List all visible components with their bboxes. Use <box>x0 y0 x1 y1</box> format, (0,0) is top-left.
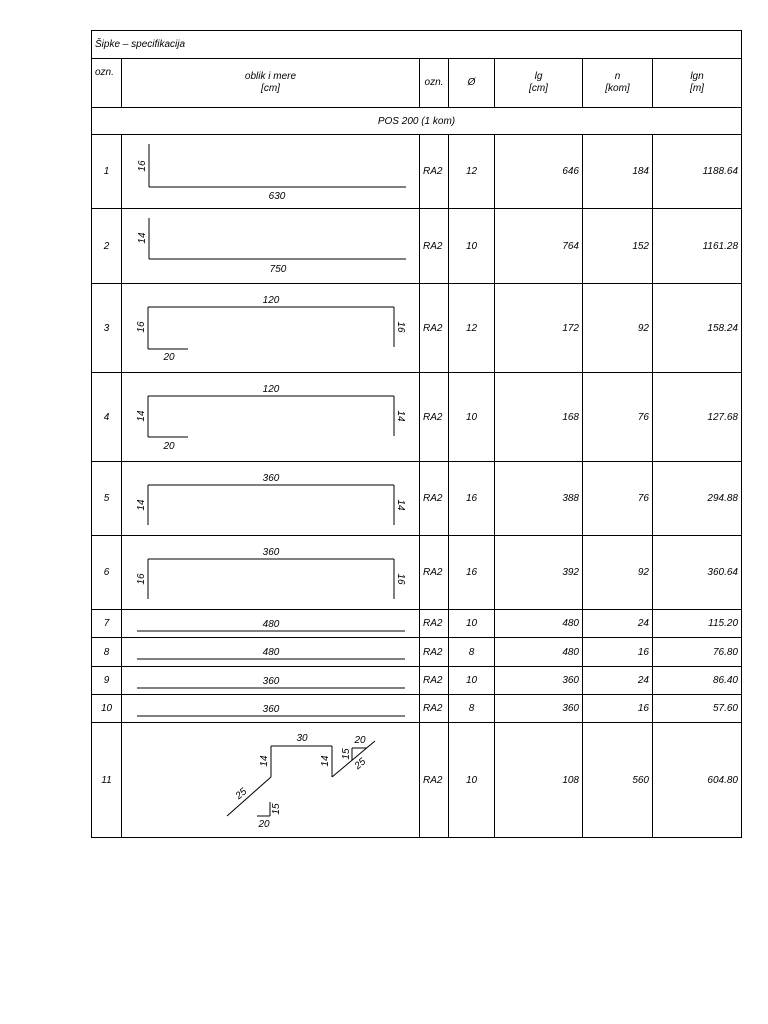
dim-label: 360 <box>262 675 280 687</box>
row-diameter: 10 <box>449 610 495 638</box>
row-diameter: 10 <box>449 373 495 462</box>
bar-specification-table <box>91 30 742 838</box>
bar-shape-drawing <box>122 537 418 609</box>
table-row <box>92 462 742 536</box>
table-row <box>92 723 742 838</box>
row-steel: RA2 <box>420 462 449 536</box>
table-row <box>92 209 742 284</box>
row-lgn: 604.80 <box>653 723 742 838</box>
header-diameter: Ø <box>449 59 495 108</box>
table-row <box>92 667 742 695</box>
row-diameter: 10 <box>449 209 495 284</box>
dim-label: 360 <box>262 546 280 558</box>
dim-label: 15 <box>341 747 352 760</box>
dim-label: 30 <box>296 732 308 744</box>
dim-label: 750 <box>269 263 287 275</box>
row-n: 16 <box>583 695 653 723</box>
dim-label: 120 <box>262 294 280 306</box>
dim-label: 20 <box>258 818 270 830</box>
row-n: 76 <box>583 373 653 462</box>
bar-shape-cell <box>122 209 420 284</box>
dim-label: 14 <box>259 754 270 767</box>
bar-shape-cell <box>122 667 420 695</box>
row-diameter: 8 <box>449 638 495 667</box>
row-lg: 360 <box>495 667 583 695</box>
dim-label: 20 <box>163 440 175 452</box>
dim-label: 25 <box>352 755 369 772</box>
dim-label: 15 <box>271 802 282 815</box>
table-row <box>92 695 742 723</box>
row-steel: RA2 <box>420 284 449 373</box>
bar-shape-cell <box>122 462 420 536</box>
dim-label: 16 <box>136 320 147 333</box>
shape-line <box>227 777 271 816</box>
header-n-line1: n <box>614 71 621 82</box>
table-row <box>92 536 742 610</box>
row-lg: 388 <box>495 462 583 536</box>
row-n: 24 <box>583 610 653 638</box>
table-row <box>92 373 742 462</box>
header-shape-line2: [cm] <box>261 83 280 94</box>
dim-label: 14 <box>136 498 147 511</box>
row-mark: 6 <box>92 536 122 610</box>
row-lg: 392 <box>495 536 583 610</box>
row-mark: 2 <box>92 209 122 284</box>
table-row <box>92 610 742 638</box>
header-row <box>92 59 742 108</box>
header-lgn-line1: lgn <box>690 71 704 82</box>
header-n <box>583 59 653 108</box>
row-steel: RA2 <box>420 638 449 667</box>
dim-label: 480 <box>262 618 280 630</box>
row-lg: 172 <box>495 284 583 373</box>
row-mark: 9 <box>92 667 122 695</box>
dim-label: 14 <box>320 754 331 767</box>
row-lg: 480 <box>495 638 583 667</box>
row-lgn: 294.88 <box>653 462 742 536</box>
header-lg <box>495 59 583 108</box>
row-mark: 4 <box>92 373 122 462</box>
table-title: Šipke – specifikacija <box>92 31 742 59</box>
row-steel: RA2 <box>420 373 449 462</box>
dim-label: 14 <box>136 409 147 422</box>
row-lg: 108 <box>495 723 583 838</box>
bar-shape-drawing <box>122 463 418 535</box>
row-steel: RA2 <box>420 723 449 838</box>
row-lg: 360 <box>495 695 583 723</box>
bar-shape-cell <box>122 536 420 610</box>
dim-label: 14 <box>395 498 406 511</box>
table-row <box>92 135 742 209</box>
bar-shape-cell <box>122 638 420 667</box>
header-lg-line1: lg <box>534 71 543 82</box>
dim-label: 630 <box>268 190 286 202</box>
bar-shape-cell <box>122 610 420 638</box>
row-lgn: 360.64 <box>653 536 742 610</box>
dim-label: 14 <box>137 231 148 244</box>
row-mark: 5 <box>92 462 122 536</box>
dim-label: 16 <box>395 320 406 333</box>
header-lgn <box>653 59 742 108</box>
row-mark: 8 <box>92 638 122 667</box>
header-n-line2: [kom] <box>605 83 630 94</box>
row-lgn: 158.24 <box>653 284 742 373</box>
header-mark: ozn. <box>92 59 122 108</box>
row-lg: 764 <box>495 209 583 284</box>
row-n: 16 <box>583 638 653 667</box>
row-n: 184 <box>583 135 653 209</box>
row-diameter: 16 <box>449 462 495 536</box>
row-diameter: 8 <box>449 695 495 723</box>
bar-shape-drawing <box>122 696 418 722</box>
header-shape <box>122 59 420 108</box>
row-lg: 168 <box>495 373 583 462</box>
row-n: 560 <box>583 723 653 838</box>
header-lgn-line2: [m] <box>690 83 704 94</box>
row-lgn: 127.68 <box>653 373 742 462</box>
row-n: 92 <box>583 536 653 610</box>
dim-label: 25 <box>233 785 250 802</box>
dim-label: 360 <box>262 703 280 715</box>
bar-shape-drawing <box>122 639 418 666</box>
row-mark: 7 <box>92 610 122 638</box>
row-n: 92 <box>583 284 653 373</box>
bar-shape-cell <box>122 695 420 723</box>
header-steel: ozn. <box>420 59 449 108</box>
row-steel: RA2 <box>420 209 449 284</box>
row-lgn: 86.40 <box>653 667 742 695</box>
row-diameter: 16 <box>449 536 495 610</box>
row-mark: 10 <box>92 695 122 723</box>
row-steel: RA2 <box>420 536 449 610</box>
bar-shape-drawing <box>122 668 418 694</box>
shape-line <box>332 741 375 777</box>
row-lg: 646 <box>495 135 583 209</box>
bar-shape-cell <box>122 284 420 373</box>
position-row <box>92 108 742 135</box>
row-steel: RA2 <box>420 610 449 638</box>
row-n: 76 <box>583 462 653 536</box>
dim-label: 16 <box>395 572 406 585</box>
row-steel: RA2 <box>420 667 449 695</box>
bar-shape-cell <box>122 373 420 462</box>
bar-shape-cell <box>122 723 420 838</box>
row-lgn: 1188.64 <box>653 135 742 209</box>
dim-label: 16 <box>137 159 148 172</box>
row-mark: 3 <box>92 284 122 373</box>
row-n: 152 <box>583 209 653 284</box>
dim-label: 20 <box>354 734 366 746</box>
row-lgn: 115.20 <box>653 610 742 638</box>
bar-shape-drawing <box>122 285 418 372</box>
header-shape-line1: oblik i mere <box>244 71 297 82</box>
bar-shape-cell <box>122 135 420 209</box>
dim-label: 360 <box>262 472 280 484</box>
table-row <box>92 638 742 667</box>
row-n: 24 <box>583 667 653 695</box>
row-lgn: 76.80 <box>653 638 742 667</box>
bar-shape-drawing <box>122 611 418 637</box>
bar-shape-drawing <box>122 724 418 837</box>
dim-label: 16 <box>136 572 147 585</box>
position-label: POS 200 (1 kom) <box>92 108 742 135</box>
table-row <box>92 284 742 373</box>
row-diameter: 12 <box>449 284 495 373</box>
row-lg: 480 <box>495 610 583 638</box>
row-steel: RA2 <box>420 135 449 209</box>
row-steel: RA2 <box>420 695 449 723</box>
row-lgn: 57.60 <box>653 695 742 723</box>
row-diameter: 12 <box>449 135 495 209</box>
dim-label: 20 <box>163 351 175 363</box>
row-lgn: 1161.28 <box>653 209 742 284</box>
row-diameter: 10 <box>449 667 495 695</box>
bar-shape-drawing <box>122 374 418 461</box>
table-title-row <box>92 31 742 59</box>
dim-label: 14 <box>395 409 406 422</box>
bar-shape-drawing <box>122 136 418 208</box>
row-mark: 11 <box>92 723 122 838</box>
row-diameter: 10 <box>449 723 495 838</box>
row-mark: 1 <box>92 135 122 209</box>
dim-label: 120 <box>262 383 280 395</box>
dim-label: 480 <box>262 646 280 658</box>
bar-shape-drawing <box>122 210 418 283</box>
header-lg-line2: [cm] <box>529 83 548 94</box>
